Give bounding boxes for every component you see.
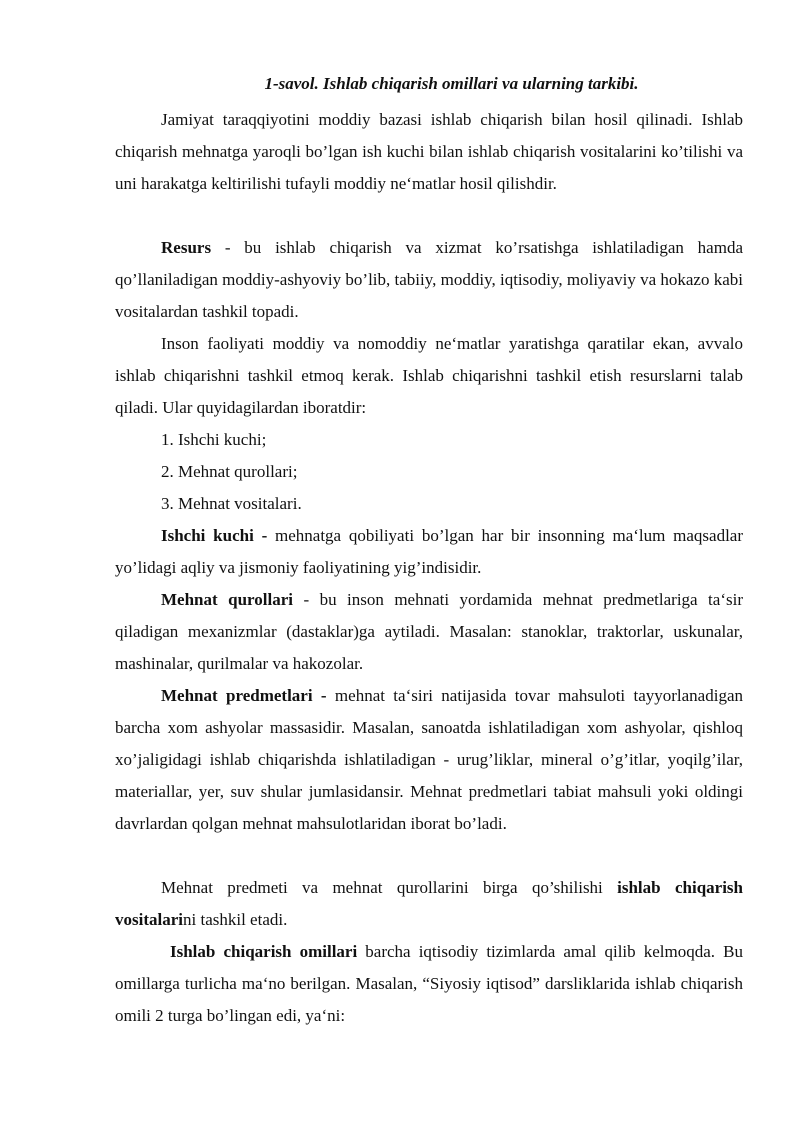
paragraph-resurs — [115, 232, 743, 328]
term-mehnat-predmetlari: Mehnat predmetlari - — [161, 686, 327, 705]
paragraph-vositalar-tail: ni tashkil etadi. — [183, 910, 288, 930]
section-title: 1-savol. Ishlab chiqarish omillari va ularning tarkibi. — [264, 74, 639, 93]
paragraph-mehnat-qurollari-text: - bu inson mehnati yordamida mehnat predmetlariga ta‘sir qiladigan mexanizmlar (dastaklar)ga aytiladi. Masalan: stanoklar, traktorlar, uskunalar, mashinalar, qurilmalar va hakozolar. — [115, 590, 743, 674]
paragraph-vositalar — [115, 872, 743, 936]
paragraph-inson — [115, 328, 743, 424]
paragraph-vositalar-text: Mehnat predmeti va mehnat qurollarini birga qo’shilishi — [161, 878, 618, 897]
list-item: 3. Mehnat vositalari. — [161, 494, 302, 513]
paragraph-mehnat-qurollari — [115, 584, 743, 680]
term-ishchi-kuchi: Ishchi kuchi - — [161, 526, 268, 545]
paragraph-mehnat-predmetlari — [115, 680, 743, 840]
paragraph-mehnat-predmetlari-text: mehnat ta‘siri natijasida tovar mahsuloti tayyorlanadigan barcha xom ashyolar massasidir. Masalan, sanoatda ishlatiladigan xom ashyolar, qishloq xo’jaligidagi ishlab chiqarishda ishlatiladigan - urug’liklar, mineral o’g’itlar, yoqilg’ilar, materiallar, yer, suv shular jumlasidansir. Mehnat predmetlari tabiat mahsuli yoki oldingi davrlardan qolgan mehnat mahsulotlaridan iborat bo’ladi. — [115, 686, 743, 834]
paragraph-intro — [115, 104, 743, 200]
paragraph-inson-text: Inson faoliyati moddiy va nomoddiy ne‘matlar yaratishga qaratilar ekan, avvalo ishlab chiqarishni tashkil etmoq kerak. Ishlab chiqarishni tashkil etish resurslarni talab qiladi. Ular quyidagilardan iboratdir: — [115, 334, 743, 418]
list-item: 1. Ishchi kuchi; — [161, 430, 267, 449]
paragraph-ishchi-kuchi — [115, 520, 743, 584]
paragraph-ishchi-kuchi-text: mehnatga qobiliyati bo’lgan har bir insonning ma‘lum maqsadlar yo’lidagi aqliy va jismoniy faoliyatining yig’indisidir. — [115, 526, 743, 578]
term-mehnat-qurollari: Mehnat qurollari — [161, 590, 293, 609]
paragraph-omillar-text: barcha iqtisodiy tizimlarda amal qilib kelmoqda. Bu omillarga turlicha ma‘no berilgan. Masalan, “Siyosiy iqtisod” darsliklarida ishlab chiqarish omili 2 turga bo’lingan edi, ya‘ni: — [115, 942, 743, 1026]
term-resurs: Resurs — [161, 238, 212, 257]
paragraph-intro-text: Jamiyat taraqqiyotini moddiy bazasi ishlab chiqarish bilan hosil qilinadi. Ishlab chiqarish mehnatga yaroqli bo’lgan ish kuchi bilan ishlab chiqarish vositalarini ko’tilishi va uni harakatga keltirilishi tufayli moddiy ne‘matlar hosil qilishdir. — [115, 110, 743, 194]
paragraph-resurs-text: - bu ishlab chiqarish va xizmat ko’rsatishga ishlatiladigan hamda qo’llaniladigan moddiy-ashyoviy bo’lib, tabiiy, moddiy, iqtisodiy, moliyaviy va hokazo kabi vositalardan tashkil topadi. — [115, 238, 743, 322]
term-ishlab-chiqarish-omillari: Ishlab chiqarish omillari — [170, 942, 358, 961]
paragraph-omillar — [115, 936, 743, 1032]
term-ishlab-chiqarish-vositalari: ishlab chiqarish vositalari — [115, 878, 743, 930]
list-item: 2. Mehnat qurollari; — [161, 462, 298, 481]
